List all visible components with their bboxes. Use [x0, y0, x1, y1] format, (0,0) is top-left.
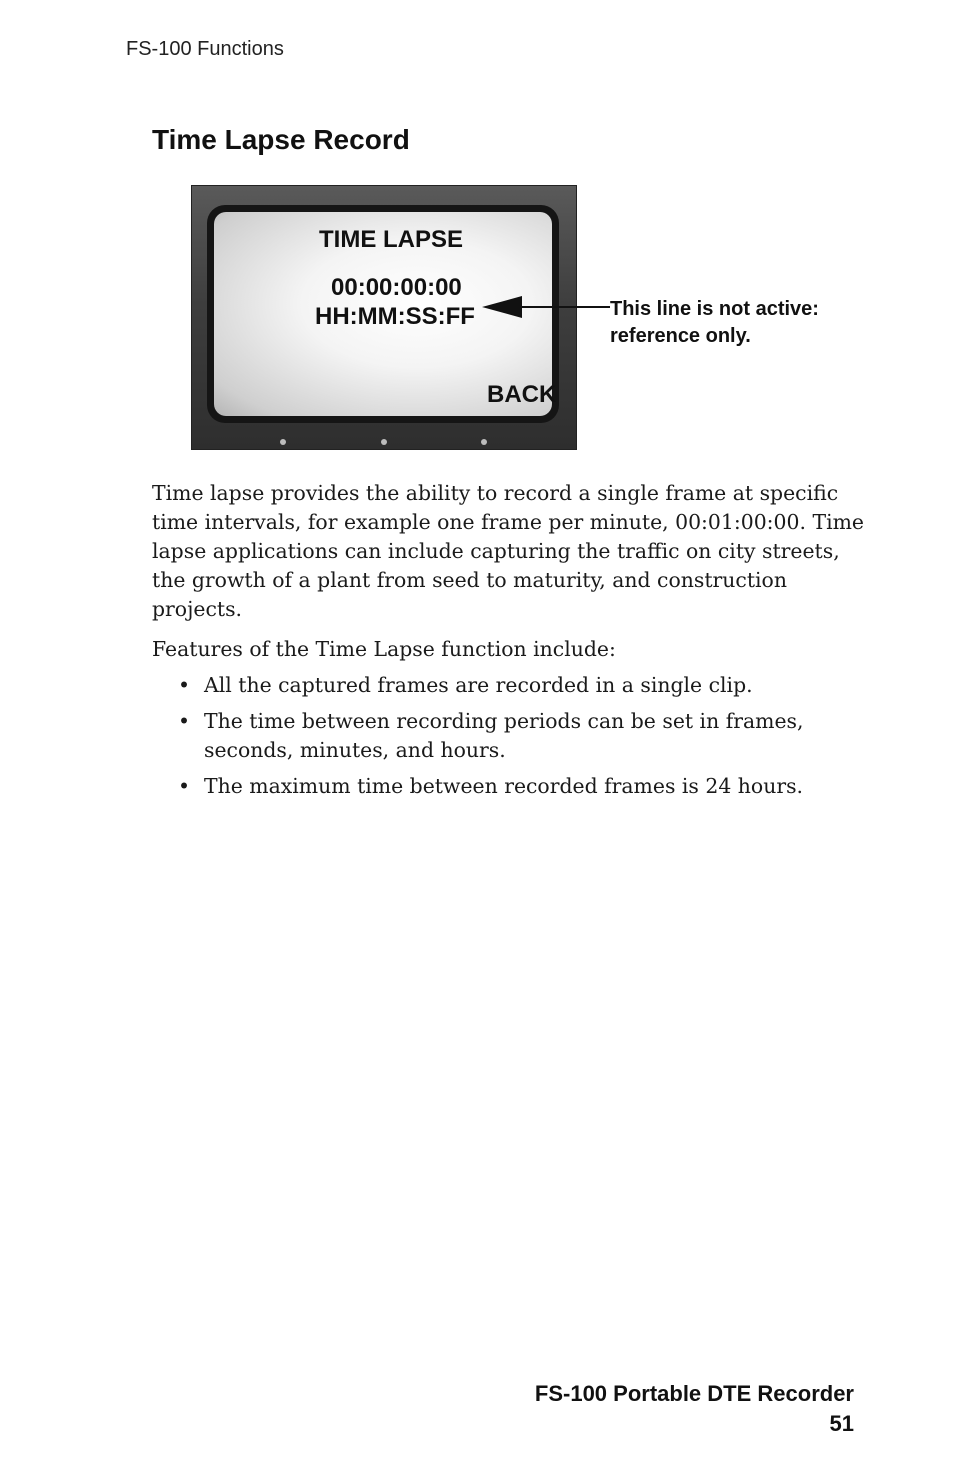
indicator-dot-center [381, 439, 387, 445]
footer-product-title: FS-100 Portable DTE Recorder [534, 1381, 854, 1406]
callout-line-2: reference only. [610, 325, 751, 347]
intro-paragraph: Time lapse provides the ability to record a single frame at specific time intervals, for example one frame per minute, 00:01:00:00. Time lapse applications can include capturing the traffic on city streets, the growth of a plant from seed to maturity, and construction projects. [152, 481, 864, 621]
bullet-icon: • [178, 673, 191, 697]
list-item [178, 671, 868, 700]
indicator-dot-right [481, 439, 487, 445]
list-item [178, 707, 868, 765]
running-header: FS-100 Functions [126, 38, 284, 60]
indicator-dot-left [280, 439, 286, 445]
screen-time-format: HH:MM:SS:FF [315, 303, 475, 330]
callout-line-1: This line is not active: [610, 298, 819, 320]
bullet-icon: • [178, 774, 191, 798]
list-item-text: The time between recording periods can be set in frames, seconds, minutes, and hours. [204, 709, 804, 762]
screen-back-label: BACK [487, 381, 557, 408]
list-item [178, 772, 868, 801]
screen-time-value: 00:00:00:00 [331, 274, 462, 301]
list-item-text: The maximum time between recorded frames is 24 hours. [204, 774, 804, 798]
callout-arrow-icon [480, 292, 615, 322]
list-item-text: All the captured frames are recorded in a single clip. [204, 673, 753, 697]
screen-title: TIME LAPSE [319, 226, 464, 253]
page-number: 51 [829, 1411, 854, 1436]
features-intro: Features of the Time Lapse function include: [152, 637, 616, 661]
section-title: Time Lapse Record [152, 124, 410, 155]
callout-note [610, 296, 819, 350]
bullet-icon: • [178, 709, 191, 733]
features-list [178, 671, 868, 808]
